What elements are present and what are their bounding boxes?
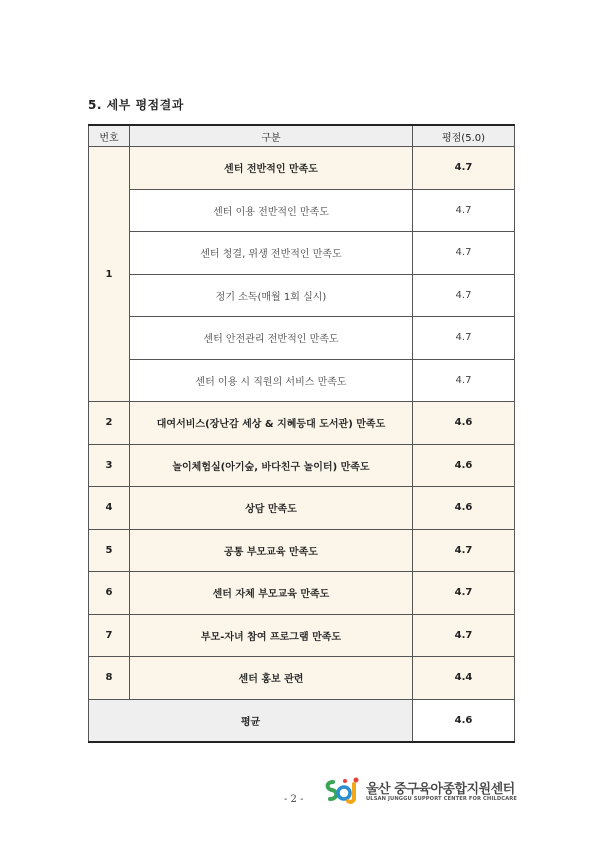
table-row: [89, 359, 515, 402]
row-number: 6: [89, 572, 130, 615]
section-title: 5. 세부 평점결과: [88, 98, 184, 112]
row-category: 대여서비스(장난감 세상 & 지혜등대 도서관) 만족도: [130, 402, 413, 445]
row-category: 센터 안전관리 전반적인 만족도: [130, 317, 413, 360]
row-score: 4.7: [413, 359, 515, 402]
row-number: 3: [89, 444, 130, 487]
header-score: 평점(5.0): [413, 125, 515, 147]
row-score: 4.7: [413, 189, 515, 232]
table-row: [89, 529, 515, 572]
row-score: 4.6: [413, 487, 515, 530]
average-label: 평균: [89, 699, 413, 742]
average-row: [89, 699, 515, 742]
table-row: [89, 444, 515, 487]
row-score: 4.6: [413, 402, 515, 445]
row-category: 부모-자녀 참여 프로그램 만족도: [130, 614, 413, 657]
row-number: 1: [89, 147, 130, 402]
row-number: 7: [89, 614, 130, 657]
page-number: - 2 -: [284, 794, 304, 805]
row-score: 4.7: [413, 317, 515, 360]
row-score: 4.7: [413, 147, 515, 190]
row-category: 공통 부모교육 만족도: [130, 529, 413, 572]
table-row: [89, 487, 515, 530]
table-row: [89, 402, 515, 445]
row-number: 2: [89, 402, 130, 445]
row-number: 8: [89, 657, 130, 700]
row-category: 센터 자체 부모교육 만족도: [130, 572, 413, 615]
table-header-row: [89, 125, 515, 147]
table-row: [89, 232, 515, 275]
table-row: [89, 317, 515, 360]
row-category: 센터 이용 시 직원의 서비스 만족도: [130, 359, 413, 402]
table-row: [89, 614, 515, 657]
table-row: [89, 189, 515, 232]
row-number: 5: [89, 529, 130, 572]
row-number: 4: [89, 487, 130, 530]
table-row: [89, 572, 515, 615]
row-category: 놀이체험실(아기숲, 바다친구 놀이터) 만족도: [130, 444, 413, 487]
row-category: 센터 청결, 위생 전반적인 만족도: [130, 232, 413, 275]
row-category: 상담 만족도: [130, 487, 413, 530]
row-score: 4.4: [413, 657, 515, 700]
score-table: [88, 124, 515, 743]
row-score: 4.7: [413, 232, 515, 275]
center-logo-icon: [324, 776, 364, 806]
average-score: 4.6: [413, 699, 515, 742]
row-score: 4.7: [413, 529, 515, 572]
page-footer: [0, 770, 600, 820]
row-category: 센터 이용 전반적인 만족도: [130, 189, 413, 232]
table-row: [89, 274, 515, 317]
row-score: 4.6: [413, 444, 515, 487]
row-score: 4.7: [413, 274, 515, 317]
row-category: 센터 전반적인 만족도: [130, 147, 413, 190]
row-score: 4.7: [413, 614, 515, 657]
row-category: 센터 홍보 관련: [130, 657, 413, 700]
row-category: 정기 소독(매월 1회 실시): [130, 274, 413, 317]
row-score: 4.7: [413, 572, 515, 615]
header-category: 구분: [130, 125, 413, 147]
table-row: [89, 657, 515, 700]
table-row: [89, 147, 515, 190]
center-logo-english: ULSAN JUNGGU SUPPORT CENTER FOR CHILDCARE: [366, 796, 517, 802]
center-logo-korean: 울산 중구육아종합지원센터: [366, 782, 515, 797]
header-number: 번호: [89, 125, 130, 147]
